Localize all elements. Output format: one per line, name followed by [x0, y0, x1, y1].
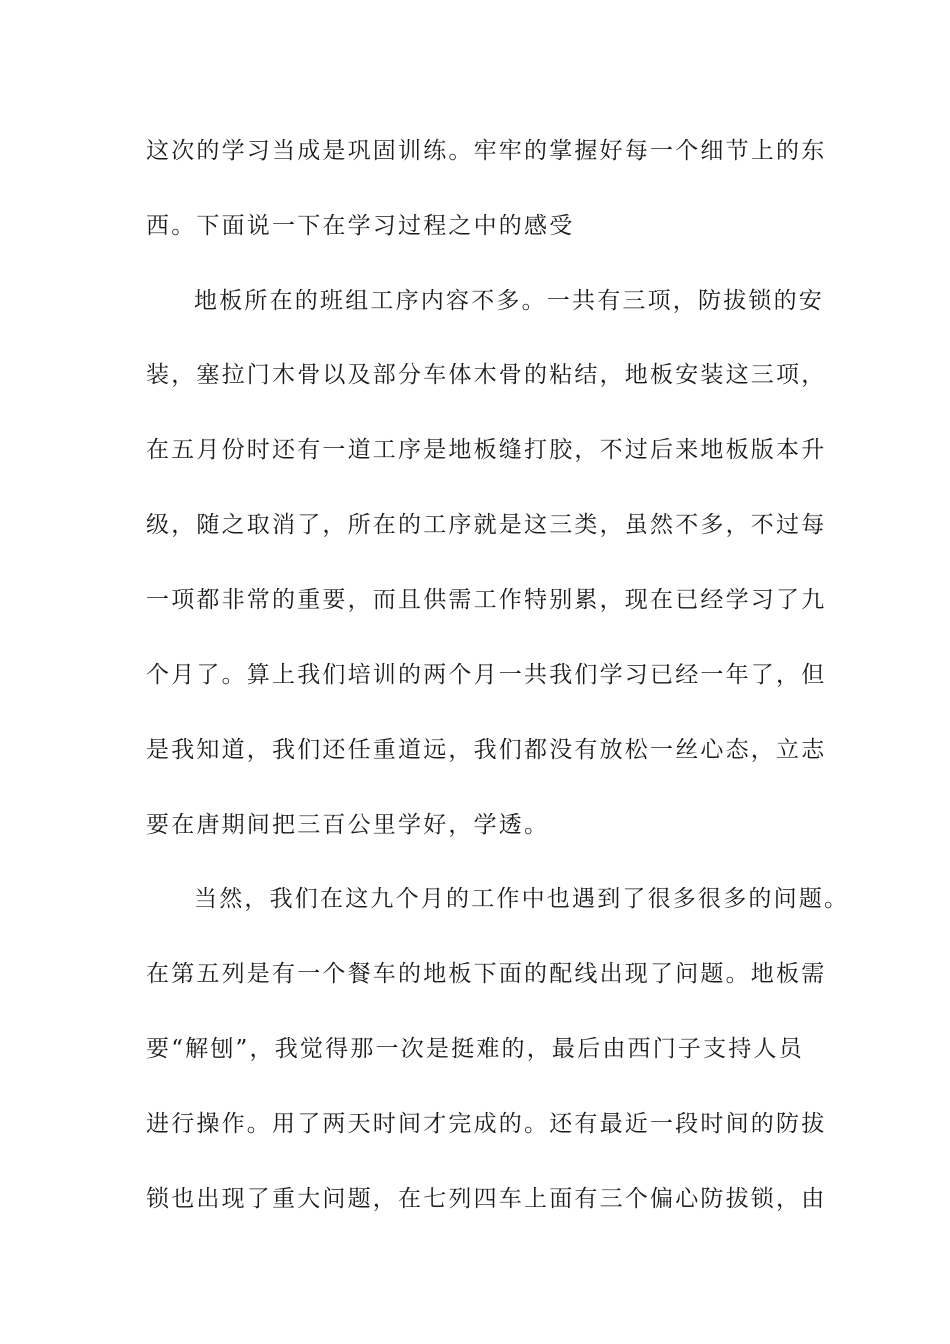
- text-line: 这次的学习当成是巩固训练。牢牢的掌握好每一个细节上的东: [146, 138, 827, 164]
- text-line: 在五月份时还有一道工序是地板缝打胶，不过后来地板版本升: [146, 437, 827, 463]
- text-line: 要“解刨”，我觉得那一次是挺难的，最后由西门子支持人员: [146, 1036, 804, 1062]
- paragraph-first-line: 当然，我们在这九个月的工作中也遇到了很多很多的问题。: [194, 886, 850, 912]
- text-line: 是我知道，我们还任重道远，我们都没有放松一丝心态，立志: [146, 737, 827, 763]
- text-line: 西。下面说一下在学习过程之中的感受: [146, 213, 575, 239]
- text-line: 个月了。算上我们培训的两个月一共我们学习已经一年了，但: [146, 662, 827, 688]
- text-line: 一项都非常的重要，而且供需工作特别累，现在已经学习了九: [146, 587, 827, 613]
- text-line: 级，随之取消了，所在的工序就是这三类，虽然不多，不过每: [146, 512, 827, 538]
- text-line: 要在唐期间把三百公里学好，学透。: [146, 812, 550, 838]
- text-line: 锁也出现了重大问题，在七列四车上面有三个偏心防拔锁，由: [146, 1186, 827, 1212]
- paragraph-first-line: 地板所在的班组工序内容不多。一共有三项，防拔锁的安: [194, 288, 824, 314]
- text-line: 装，塞拉门木骨以及部分车体木骨的粘结，地板安装这三项，: [146, 362, 827, 388]
- text-line: 在第五列是有一个餐车的地板下面的配线出现了问题。地板需: [146, 961, 827, 987]
- text-line: 进行操作。用了两天时间才完成的。还有最近一段时间的防拔: [146, 1111, 827, 1137]
